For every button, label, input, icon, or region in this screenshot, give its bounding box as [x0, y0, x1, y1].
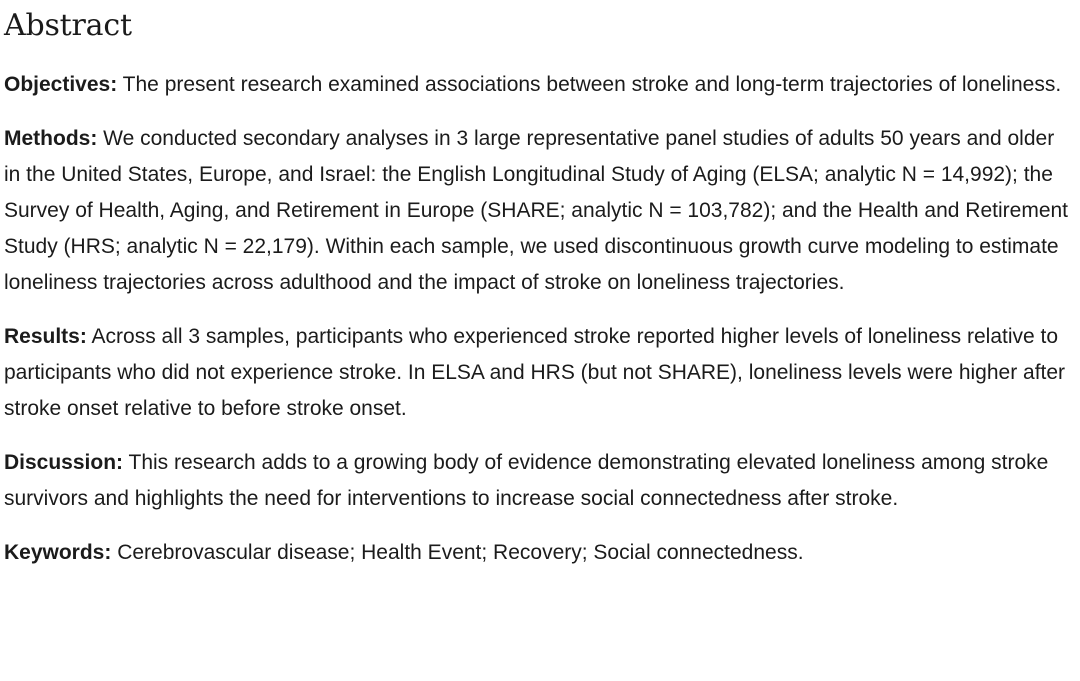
discussion-text: This research adds to a growing body of evidence demonstrating elevated loneliness among stroke survivors and highlights the need for interventions to increase social connectedness after stroke.	[4, 451, 1049, 510]
keywords-text: Cerebrovascular disease; Health Event; Recovery; Social connectedness.	[111, 541, 804, 564]
objectives-label: Objectives:	[4, 73, 118, 96]
results-paragraph	[4, 319, 1076, 427]
methods-label: Methods:	[4, 127, 98, 150]
objectives-paragraph	[4, 67, 1076, 103]
discussion-label: Discussion:	[4, 451, 124, 474]
keywords-paragraph	[4, 535, 1076, 571]
objectives-text: The present research examined associations between stroke and long-term trajectories of loneliness.	[117, 73, 1062, 96]
abstract	[4, 0, 1076, 571]
keywords-label: Keywords:	[4, 541, 112, 564]
discussion-paragraph	[4, 445, 1076, 517]
methods-text: We conducted secondary analyses in 3 large representative panel studies of adults 50 years and older in the United States, Europe, and Israel: the English Longitudinal Study of Aging (ELSA; analytic N = 14,992); the Survey of Health, Aging, and Retirement in Europe (SHARE; analytic N = 103,782); and the Health and Retirement Study (HRS; analytic N = 22,179). Within each sample, we used discontinuous growth curve modeling to estimate loneliness trajectories across adulthood and the impact of stroke on loneliness trajectories.	[4, 127, 1069, 294]
results-label: Results:	[4, 325, 87, 348]
results-text: Across all 3 samples, participants who experienced stroke reported higher levels of loneliness relative to participants who did not experience stroke. In ELSA and HRS (but not SHARE), loneliness levels were higher after stroke onset relative to before stroke onset.	[4, 325, 1066, 420]
abstract-heading: Abstract	[4, 8, 132, 43]
methods-paragraph	[4, 121, 1076, 301]
